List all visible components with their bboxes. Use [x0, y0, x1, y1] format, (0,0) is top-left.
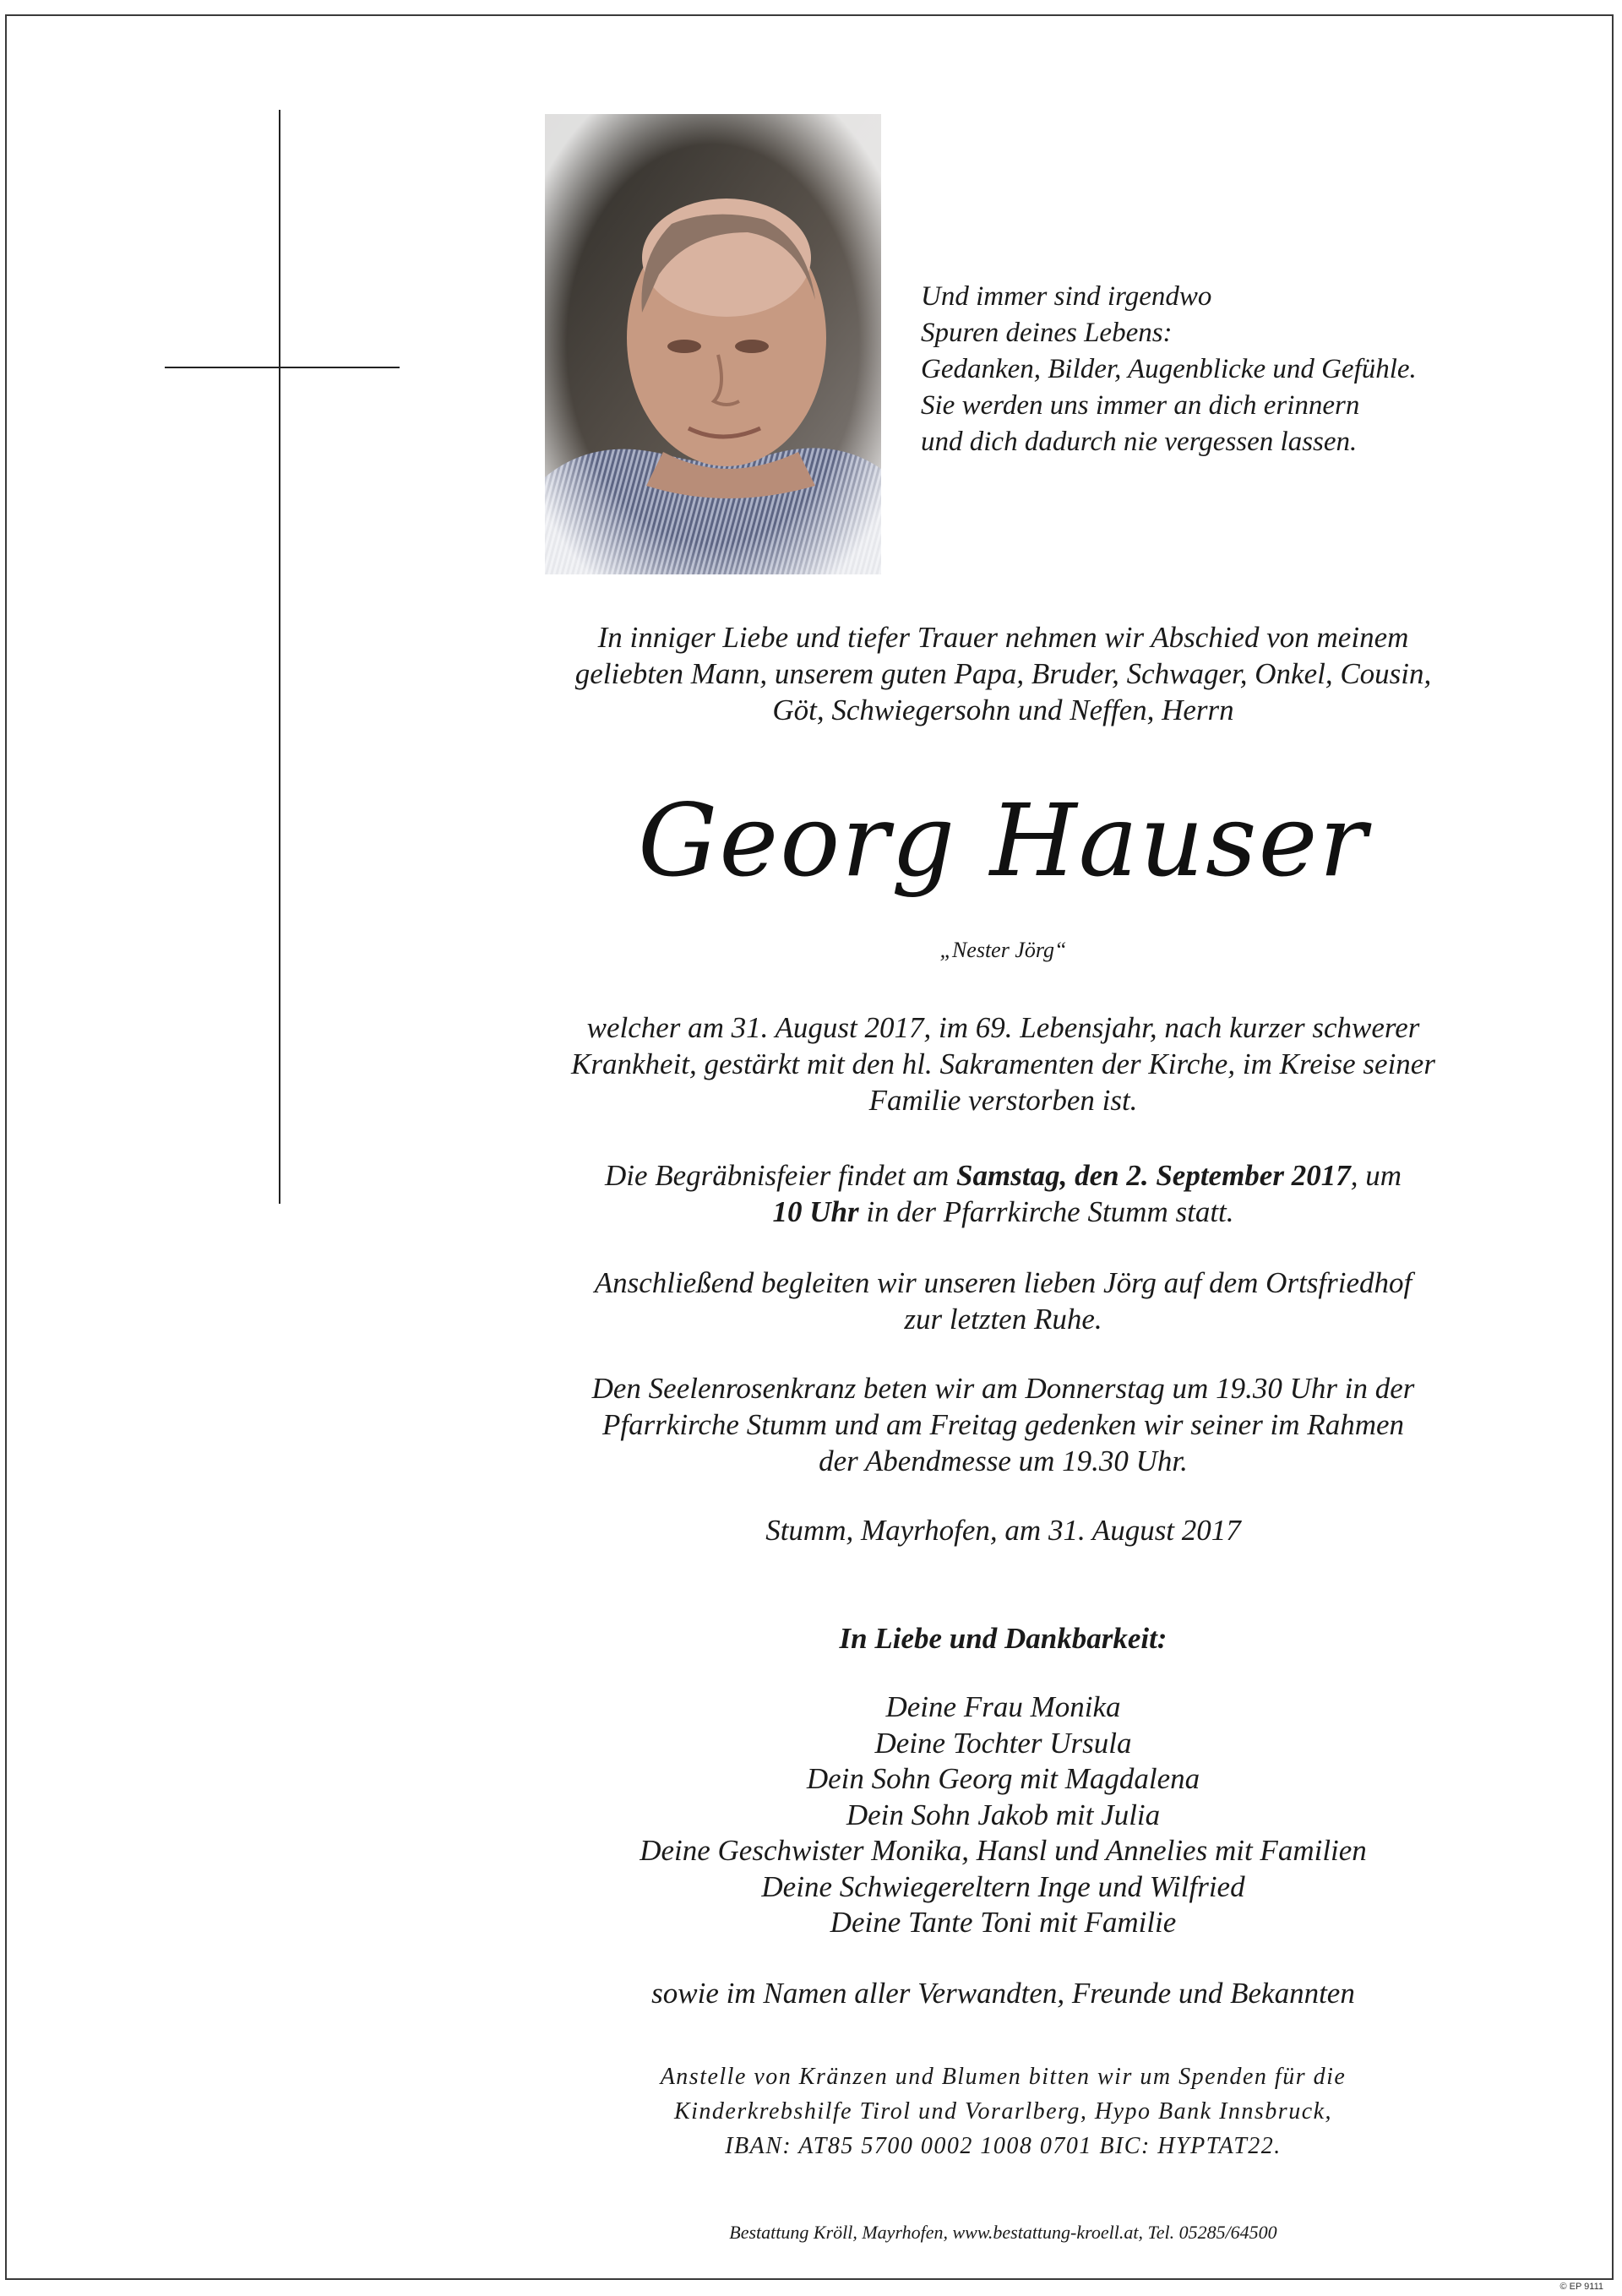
rosary-line: der Abendmesse um 19.30 Uhr. — [819, 1445, 1188, 1477]
funeral-home-footer: Bestattung Kröll, Mayrhofen, www.bestattung-kroell.at, Tel. 05285/64500 — [729, 2222, 1277, 2243]
intro-line: Göt, Schwiegersohn und Neffen, Herrn — [772, 694, 1234, 726]
funeral-location: in der Pfarrkirche Stumm statt. — [858, 1195, 1234, 1228]
portrait-photo — [545, 114, 881, 574]
rosary-paragraph — [528, 1370, 1478, 1479]
memorial-quote — [921, 279, 1512, 460]
death-notice-line: Familie verstorben ist. — [868, 1084, 1138, 1117]
death-notice-line: Krankheit, gestärkt mit den hl. Sakramenten der Kirche, im Kreise seiner — [571, 1047, 1435, 1080]
quote-line: Und immer sind irgendwo — [921, 281, 1212, 312]
cross-horizontal-bar — [165, 367, 400, 368]
quote-line: Gedanken, Bilder, Augenblicke und Gefühle. — [921, 354, 1417, 384]
family-member: Dein Sohn Georg mit Magdalena — [806, 1762, 1200, 1795]
funeral-line-2 — [528, 1194, 1478, 1230]
place-and-date: Stumm, Mayrhofen, am 31. August 2017 — [765, 1514, 1241, 1547]
intro-line: geliebten Mann, unserem guten Papa, Bruder, Schwager, Onkel, Cousin, — [574, 657, 1432, 690]
death-notice-paragraph — [528, 1009, 1478, 1118]
death-notice-line: welcher am 31. August 2017, im 69. Lebensjahr, nach kurzer schwerer — [586, 1011, 1420, 1044]
burial-line: Anschließend begleiten wir unseren lieben Jörg auf dem Ortsfriedhof — [594, 1266, 1412, 1299]
deceased-nickname: „Nester Jörg“ — [939, 938, 1067, 962]
print-code: © EP 9111 — [1559, 2282, 1603, 2292]
funeral-line-1 — [528, 1157, 1478, 1194]
quote-line: und dich dadurch nie vergessen lassen. — [921, 427, 1358, 457]
donation-request — [528, 2059, 1478, 2163]
donation-line: Kinderkrebshilfe Tirol und Vorarlberg, Hypo Bank Innsbruck, — [673, 2098, 1333, 2125]
rosary-line: Den Seelenrosenkranz beten wir am Donnerstag um 19.30 Uhr in der — [591, 1372, 1415, 1405]
funeral-date: Samstag, den 2. September 2017 — [956, 1159, 1351, 1192]
burial-paragraph — [528, 1265, 1478, 1337]
family-member: Deine Frau Monika — [885, 1690, 1121, 1723]
others-line: sowie im Namen aller Verwandten, Freunde und Bekannten — [651, 1977, 1355, 2010]
funeral-text: , um — [1350, 1159, 1402, 1192]
deceased-name: Georg Hauser — [638, 782, 1369, 899]
family-member: Deine Tochter Ursula — [874, 1726, 1132, 1760]
intro-line: In inniger Liebe und tiefer Trauer nehmen wir Abschied von meinem — [597, 621, 1409, 654]
rosary-line: Pfarrkirche Stumm und am Freitag gedenken wir seiner im Rahmen — [601, 1408, 1405, 1441]
funeral-paragraph — [528, 1157, 1478, 1230]
donation-line: Anstelle von Kränzen und Blumen bitten wir um Spenden für die — [660, 2064, 1347, 2090]
donation-line: IBAN: AT85 5700 0002 1008 0701 BIC: HYPTAT22. — [725, 2133, 1282, 2159]
family-member: Deine Geschwister Monika, Hansl und Annelies mit Familien — [640, 1834, 1367, 1867]
intro-paragraph — [528, 619, 1478, 728]
thanks-heading: In Liebe und Dankbarkeit: — [839, 1622, 1168, 1655]
family-member: Deine Schwiegereltern Inge und Wilfried — [761, 1869, 1245, 1903]
quote-line: Spuren deines Lebens: — [921, 318, 1173, 348]
burial-line: zur letzten Ruhe. — [904, 1303, 1102, 1336]
quote-line: Sie werden uns immer an dich erinnern — [921, 390, 1360, 421]
family-member: Dein Sohn Jakob mit Julia — [846, 1798, 1161, 1831]
family-list — [528, 1689, 1478, 1941]
funeral-time: 10 Uhr — [772, 1195, 859, 1228]
family-member: Deine Tante Toni mit Familie — [830, 1906, 1177, 1939]
funeral-text: Die Begräbnisfeier findet am — [604, 1159, 957, 1192]
cross-vertical-bar — [279, 110, 280, 1204]
